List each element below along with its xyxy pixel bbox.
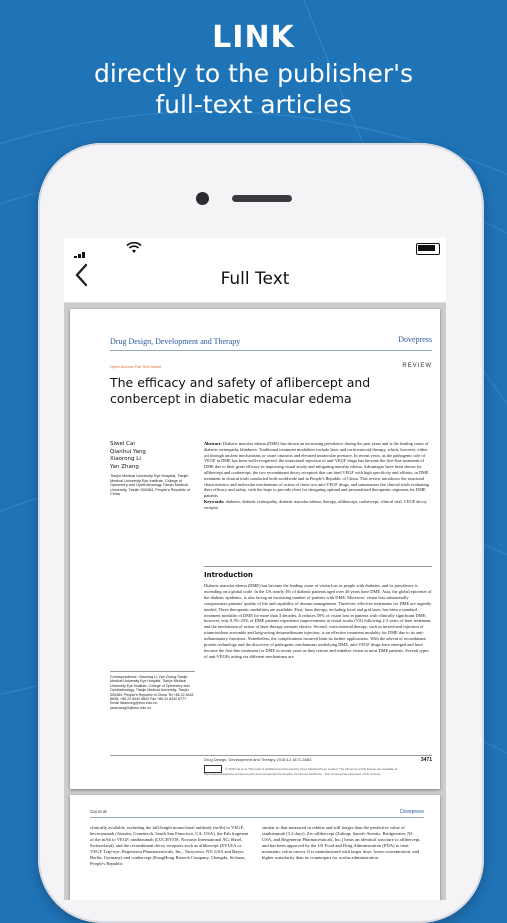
battery-icon bbox=[416, 243, 440, 255]
promo-banner bbox=[0, 18, 507, 120]
divider bbox=[204, 566, 432, 567]
header-rule bbox=[110, 350, 432, 351]
section-label: REVIEW bbox=[402, 363, 432, 369]
article-page-2 bbox=[70, 795, 440, 900]
author-affiliation: Tianjin Medical University Eye Hospital, Tianjin Medical University Eye Institute, College of Optometry and Ophthalmology Tianjin Medical University, Tianjin 300384, People's Republic of China bbox=[110, 474, 190, 497]
author: Xiaorong Li bbox=[110, 456, 141, 462]
author: Qianhui Yang bbox=[110, 448, 146, 455]
footer-citation: Drug Design, Development and Therapy 2018:12 3471-3483 bbox=[204, 757, 312, 762]
abstract-label: Abstract: bbox=[204, 441, 222, 446]
phone-screen bbox=[64, 238, 446, 900]
front-camera bbox=[196, 192, 209, 205]
promo-headline: LINK bbox=[212, 20, 295, 55]
open-access-label: Open Access Full Text Article bbox=[110, 364, 162, 369]
wifi-icon bbox=[126, 242, 142, 257]
divider bbox=[110, 755, 432, 756]
navigation-bar bbox=[64, 258, 446, 303]
nav-title: Full Text bbox=[220, 269, 290, 289]
journal-name: Drug Design, Development and Therapy bbox=[110, 337, 241, 346]
running-head: Cai et al bbox=[90, 809, 107, 814]
earpiece-speaker bbox=[232, 195, 292, 202]
divider bbox=[110, 671, 195, 672]
header-rule bbox=[90, 817, 424, 818]
correspondence: Correspondence: Xiaorong Li; Yan Zhang Tianjin Medical University Eye Hospital, Tianjin Medical University Eye Institute, College of Optometry and Ophthalmology, Tianjin Medical University, Tianjin 300384, People's Republic of China Tel +86 22 8442 8838; +86 22 8442 8842 Fax +86 22 8442 8777 Email lixiaorong@tmu.edu.cn; yanzhang04@tmu.edu.cn bbox=[110, 675, 194, 710]
publisher-logo: Dovepress bbox=[398, 335, 432, 344]
keywords-label: Keywords: bbox=[204, 498, 225, 504]
promo-subline-2: full-text articles bbox=[155, 90, 352, 119]
author-list bbox=[110, 441, 146, 471]
license-notice bbox=[204, 765, 432, 777]
text-column-right: similar to that measured in rabbits and still longer than the predictive value of ranibizumab (3.2 days). Ziv-aflibercept (Zaltrap; Sanofi-Aventis, Bridgewater, NJ, USA, and Regeneron Pharmaceuticals, Inc.) bears an identical structure to aflibercept, and has been approved by the US Food and Drug Administration (FDA) to treat metastatic colon cancer. It is manufactured with larger dose, lower concentration, and higher osmolarity than its counterpart for ocular administration. bbox=[262, 825, 421, 860]
status-bar bbox=[64, 238, 446, 258]
article-page-1 bbox=[70, 309, 440, 789]
abstract-block bbox=[204, 441, 432, 511]
abstract-text: Diabetic macular edema (DME) has shown an increasing prevalence during the past years and is the leading cause of diabetic retinopathy blindness. Traditional treatment modalities include laser and corticosteroid therapy, which, however, either act through unclear mechanisms or cause cataracts and elevated intraocular pressure. In recent years, as the pathogenic role of VEGF in DME has been well-recognized, the intravitreal injection of anti-VEGF drugs has become the first-line treatment of DME due to their great efficacy in improving visual acuity and mitigating macular edema. Advantages have been shown for aflibercept and conbercept, the two recombinant decoy receptors that can bind VEGF with high specificity and affinity, in DME treatment in clinical trials conducted both worldwide and in People's Republic of China. This review introduces the structural characteristics and molecular mechanisms of action of these two anti-VEGF drugs, and summarizes the clinical trials evaluating their efficacy and safety, with the hope to provide clues for designing optimal and personalized therapeutic regimens for DME patients. bbox=[204, 441, 429, 499]
pdf-viewer[interactable] bbox=[64, 303, 446, 900]
publisher-logo: Dovepress bbox=[400, 809, 424, 815]
page-number: 3471 bbox=[420, 757, 432, 763]
text-column-left: clinically available, including the full-length monoclonal antibody (mAb) to VEGF, bevacizumab (Avastin; Genentech, South San Francisco, CA, USA), the Fab fragment of the mAb to VEGF, ranibizumab (LUCENTIS; Novartis International AG, Basel, Switzerland), and the recombinant decoy receptors such as aflibercept (EYLEA or VEGF Trap-eye; Regeneron Pharmaceuticals, Inc., Tarrytown, NY, USA and Bayer, Berlin, Germany) and conbercept (KangHong Biotech Company, Chengdu, Sichuan, People's Republic bbox=[90, 825, 249, 866]
license-text: © 2018 Cai et al. This work is published and licensed by Dove Medical Press Limited. The full terms of this license are available at https://www.dovepress.com/terms.php and incorporate the Creative Commons Attribution - Non Commercial (unported, v3.0) License. bbox=[204, 766, 398, 776]
keywords-text: diabetes, diabetic retinopathy, diabetic macular edema, therapy, aflibercept, conbercept, clinical trial, VEGF decoy receptor bbox=[204, 498, 427, 510]
author: Siwei Cai bbox=[110, 441, 135, 447]
introduction-text: Diabetic macular edema (DME) has become the leading cause of vision loss in people with diabetes, and its prevalence is ascending on a global scale. In the US, nearly 4% of diabetic patients aged over 40 years have DME. Asia, the global epicenter of the diabetic epidemic, is also facing an increasing number of patients with DME. Moreover, vision loss substantially compromises patients' quality of life and capability of disease management. Therefore, effective treatments for DME are urgently needed. Three therapeutic modalities are available. First, laser therapy, including focal and grid laser, has been a standard treatment modality of DME for more than 3 decades. It reduces 50% of vision loss in patients with clinically significant DME; however, only 8.5%-25% of DME patients experience improvements in visual acuity (VA) following 2-3 years of laser treatment, and the mechanism of action of laser therapy remains elusive. Second, corticosteroid therapy, such as intravitreal injection of triamcinolone acetonide and long-acting dexamethasone injection, is an effective treatment modality for DME due to its anti-inflammatory functions. Nonetheless, the complications incurred limit its further applications. With the advent of recombinant protein technology and the discovery of pathogenic mechanisms underlying DME, anti-VEGF drugs have emerged and have become the first-line treatment for DME in recent years as they restore and stabilize vision in most DME patients. Several types of anti-VEGFs acting via different mechanisms are bbox=[204, 583, 432, 659]
promo-subline-1: directly to the publisher's bbox=[93, 59, 414, 88]
article-title: The efficacy and safety of aflibercept and conbercept in diabetic macular edema bbox=[110, 375, 371, 406]
introduction-heading: Introduction bbox=[204, 571, 253, 579]
author: Yan Zhang bbox=[110, 463, 139, 470]
